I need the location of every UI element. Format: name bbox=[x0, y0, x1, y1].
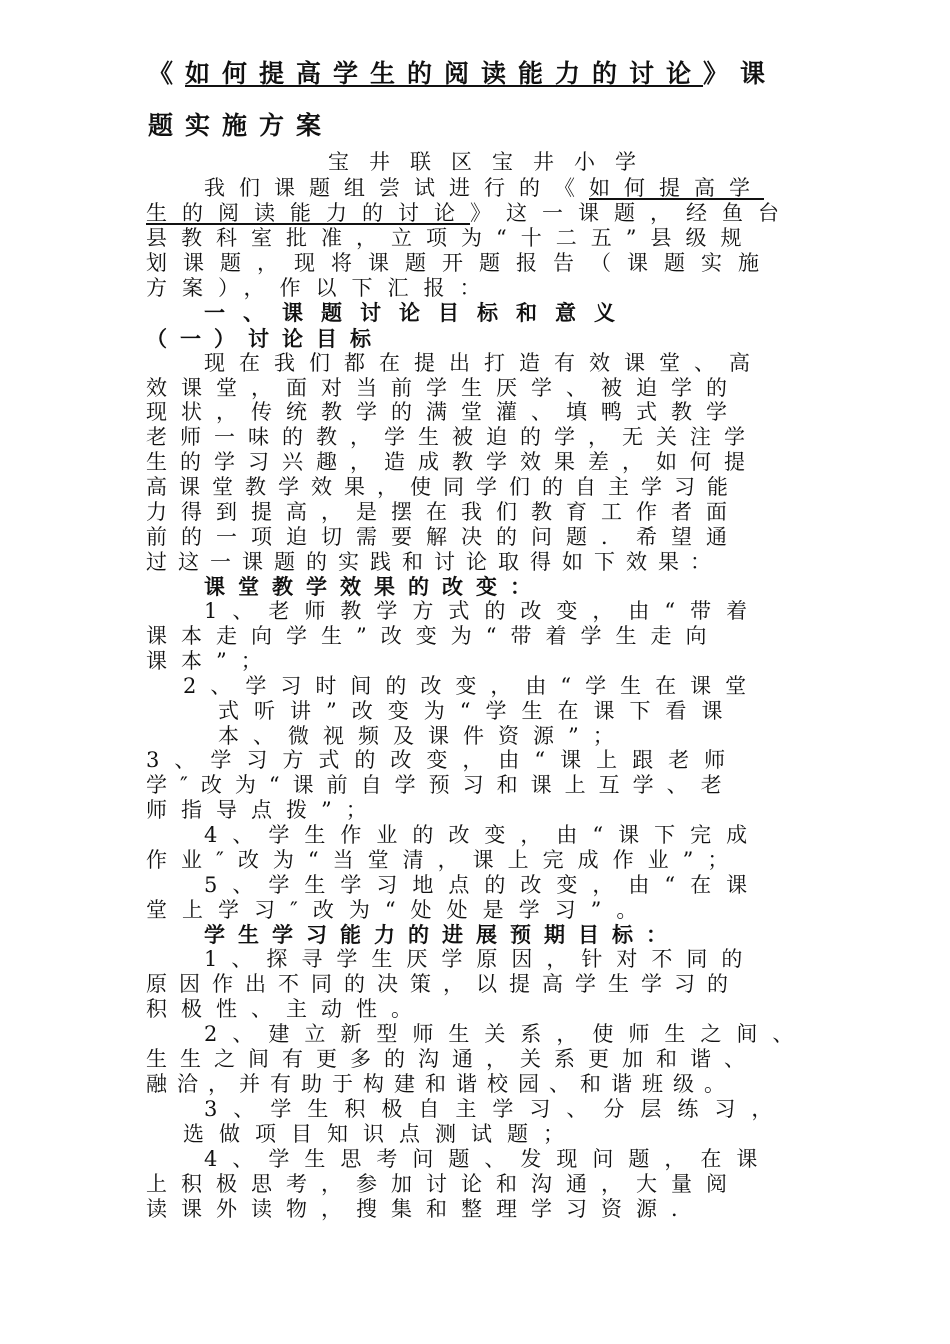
classroom-heading: 课堂教学效果的改变： bbox=[204, 574, 544, 599]
subsection-heading: （一）讨论目标 bbox=[146, 326, 384, 351]
classroom-item: 3、学习方式的改变，由“课上跟老师 bbox=[146, 748, 741, 772]
classroom-item: 学″改为“课前自学预习和课上互学、老 bbox=[146, 773, 735, 797]
intro-line-1 bbox=[204, 176, 764, 201]
ability-item: 积极性、主动性。 bbox=[146, 997, 426, 1021]
classroom-item: 1、老师教学方式的改变，由“带着 bbox=[204, 599, 763, 623]
classroom-item: 堂上学习″改为“处处是学习”。 bbox=[146, 898, 653, 922]
intro-underlined: 生的阅读能力的讨论 bbox=[146, 201, 470, 225]
section-heading: 一、课题讨论目标和意义 bbox=[204, 300, 633, 325]
intro-text: 我们课题组尝试进行的《 bbox=[204, 176, 589, 200]
para-line: 老师一味的教，学生被迫的学，无关注学 bbox=[146, 425, 758, 449]
para-line: 力得到提高，是摆在我们教育工作者面 bbox=[146, 500, 741, 524]
ability-item: 选做项目知识点测试题； bbox=[183, 1122, 579, 1146]
ability-item: 融洽，并有助于构建和谐校园、和谐班级。 bbox=[146, 1072, 735, 1096]
ability-item: 原因作出不同的决策，以提高学生学习的 bbox=[146, 972, 740, 996]
intro-text: 》这一课题，经鱼台 bbox=[470, 201, 794, 225]
classroom-item: 师指导点拨”； bbox=[146, 798, 381, 822]
para-line: 过这一课题的实践和讨论取得如下效果： bbox=[146, 550, 722, 574]
ability-item: 1、探寻学生厌学原因，针对不同的 bbox=[204, 947, 757, 971]
ability-item: 3、学生积极自主学习、分层练习， bbox=[204, 1097, 789, 1121]
intro-line-4: 划课题，现将课题开题报告（课题实施 bbox=[146, 251, 775, 275]
ability-item: 生生之间有更多的沟通，关系更加和谐、 bbox=[146, 1047, 758, 1071]
intro-line-2 bbox=[146, 201, 794, 226]
classroom-item: 2、学习时间的改变，由“学生在课堂 bbox=[183, 674, 761, 698]
title-line-1 bbox=[148, 58, 777, 90]
para-line: 效课堂，面对当前学生厌学、被迫学的 bbox=[146, 376, 741, 400]
intro-line-5: 方案），作以下汇报： bbox=[146, 276, 496, 300]
classroom-item: 课本走向学生”改变为“带着学生走向 bbox=[146, 624, 721, 648]
ability-item: 读课外读物，搜集和整理学习资源． bbox=[146, 1197, 706, 1221]
ability-heading: 学生学习能力的进展预期目标： bbox=[204, 922, 680, 947]
classroom-item: 式听讲”改变为“学生在课下看课 bbox=[218, 699, 738, 723]
intro-line-3: 县教科室批准，立项为“十二五”县级规 bbox=[146, 226, 756, 250]
title-main: 如何提高学生的阅读能力的讨论 bbox=[185, 59, 704, 88]
ability-item: 4、学生思考问题、发现问题，在课 bbox=[204, 1147, 773, 1171]
classroom-item: 本、微视频及课件资源”； bbox=[218, 724, 628, 748]
para-line: 现在我们都在提出打造有效课堂、高 bbox=[204, 351, 764, 375]
para-line: 生的学习兴趣，造成教学效果差，如何提 bbox=[146, 450, 758, 474]
ability-item: 上积极思考，参加讨论和沟通，大量阅 bbox=[146, 1172, 741, 1196]
intro-underlined: 如何提高学 bbox=[589, 176, 764, 200]
ability-item: 2、建立新型师生关系，使师生之间、 bbox=[204, 1022, 809, 1046]
classroom-item: 课本”； bbox=[146, 649, 276, 673]
school-name: 宝井联区宝井小学 bbox=[328, 150, 656, 174]
title-line-2: 题实施方案 bbox=[148, 111, 334, 140]
classroom-item: 5、学生学习地点的改变，由“在课 bbox=[204, 873, 763, 897]
para-line: 现状，传统教学的满堂灌、填鸭式教学 bbox=[146, 400, 741, 424]
title-open-bracket: 《 bbox=[148, 59, 186, 88]
para-line: 前的一项迫切需要解决的问题．希望通 bbox=[146, 525, 741, 549]
classroom-item: 4、学生作业的改变，由“课下完成 bbox=[204, 823, 763, 847]
title-close: 》课 bbox=[703, 59, 778, 88]
para-line: 高课堂教学效果，使同学们的自主学习能 bbox=[146, 475, 740, 499]
classroom-item: 作业″改为“当堂清，课上完成作业”； bbox=[146, 848, 743, 872]
